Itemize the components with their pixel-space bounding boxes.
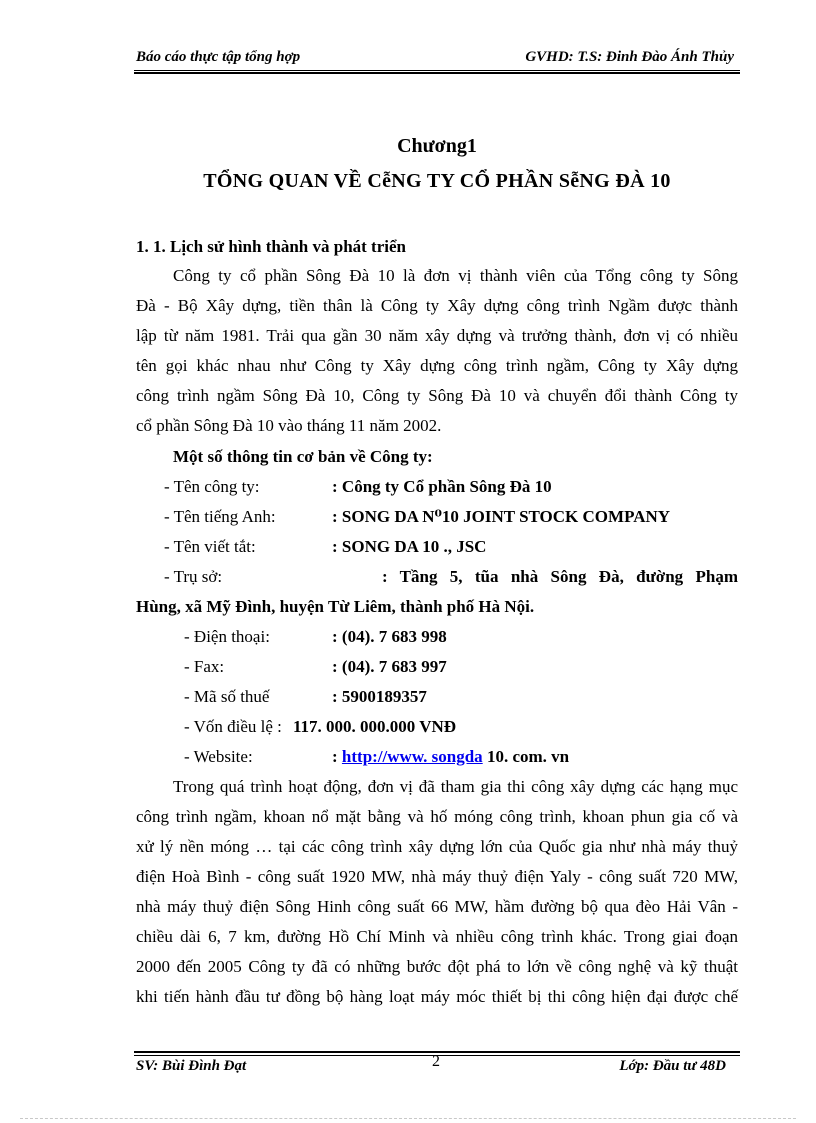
paragraph1-line: lập từ năm 1981. Trải qua gần 30 năm xây dựng và trưởng thành, đơn vị có nhiều	[136, 326, 738, 345]
page-header	[136, 49, 736, 69]
header-supervisor: GVHD: T.S: Đinh Đào Ánh Thủy	[525, 49, 734, 65]
info-company-label: - Tên công ty:	[164, 477, 260, 496]
info-phone-value: : (04). 7 683 998	[332, 627, 447, 646]
paragraph2-line: Trong quá trình hoạt động, đơn vị đã tham gia thi công xây dựng các hạng mục	[173, 777, 738, 796]
info-hq-value-line1: : Tầng 5, tũa nhà Sông Đà, đường Phạm	[382, 567, 738, 586]
info-capital-value: 117. 000. 000.000 VNĐ	[293, 717, 457, 736]
info-capital-label: - Vốn điều lệ :	[184, 717, 282, 736]
paragraph2-line: công trình ngầm, khoan nổ mặt bằng và hố móng công trình, khoan phun gia cố và	[136, 807, 738, 826]
info-hq-label: - Trụ sở:	[164, 567, 223, 586]
paragraph1-line: Công ty cổ phần Sông Đà 10 là đơn vị thành viên của Tổng công ty Sông	[173, 266, 738, 285]
page-footer	[136, 1058, 736, 1078]
paragraph2-line: nhà máy thuỷ điện Sông Hinh công suất 66 MW, hầm đường bộ qua đèo Hải Vân -	[136, 897, 738, 916]
info-fax-value: : (04). 7 683 997	[332, 657, 447, 676]
website-link[interactable]: http://www. songda	[341, 747, 483, 766]
header-rule-thin	[134, 70, 740, 71]
info-website-rest: 10. com. vn	[482, 747, 570, 766]
paragraph2-line: chiều dài 6, 7 km, đường Hồ Chí Minh và nhiều công trình khác. Trong giai đoạn	[136, 927, 738, 946]
paragraph2-line: khi tiến hành đầu tư đồng bộ hàng loạt máy móc thiết bị thi công hiện đại được chế	[136, 987, 738, 1006]
section-heading: 1. 1. Lịch sử hình thành và phát triển	[136, 237, 406, 256]
page-number: 2	[432, 1053, 440, 1070]
info-website-colon: :	[332, 747, 342, 766]
paragraph1-line: công trình ngầm Sông Đà 10, Công ty Sông Đà 10 và chuyển đổi thành Công ty	[136, 386, 738, 405]
info-website-label: - Website:	[184, 747, 253, 766]
info-company-value: : Công ty Cổ phần Sông Đà 10	[332, 477, 552, 496]
info-english-value: : SONG DA N⁰10 JOINT STOCK COMPANY	[332, 507, 671, 526]
info-short-value: : SONG DA 10 ., JSC	[332, 537, 487, 556]
paragraph2-line: 2000 đến 2005 Công ty đã có những bước đột phá to lớn về công nghệ và kỹ thuật	[136, 957, 738, 976]
paragraph2-line: xử lý nền móng … tại các công trình xây dựng lớn của Quốc gia như nhà máy thuỷ	[136, 837, 738, 856]
info-phone-label: - Điện thoại:	[184, 627, 270, 646]
footer-class: Lớp: Đầu tư 48D	[619, 1058, 726, 1074]
info-fax-label: - Fax:	[184, 657, 225, 676]
info-short-label: - Tên viết tắt:	[164, 537, 256, 556]
paragraph1-line: cổ phần Sông Đà 10 vào tháng 11 năm 2002.	[136, 416, 442, 435]
page-edge-divider	[20, 1118, 796, 1119]
header-report-title: Báo cáo thực tập tổng hợp	[136, 49, 301, 65]
footer-student: SV: Bùi Đình Đạt	[136, 1058, 247, 1074]
paragraph1-line: tên gọi khác nhau như Công ty Xây dựng công trình ngầm, Công ty Xây dựng	[136, 356, 738, 375]
header-rule-thick	[134, 72, 740, 74]
info-tax-label: - Mã số thuế	[184, 687, 270, 706]
chapter-title: TỔNG QUAN VỀ CễNG TY CỔ PHẦN SễNG ĐÀ 10	[203, 170, 671, 192]
paragraph2-line: điện Hoà Bình - công suất 1920 MW, nhà máy thuỷ điện Yaly - công suất 720 MW,	[136, 867, 738, 886]
paragraph1-line: Đà - Bộ Xây dựng, tiền thân là Công ty Xây dựng công trình Ngầm được thành	[136, 296, 738, 315]
chapter-label: Chương1	[397, 135, 477, 157]
info-hq-value-line2: Hùng, xã Mỹ Đình, huyện Từ Liêm, thành phố Hà Nội.	[136, 597, 535, 616]
info-heading: Một số thông tin cơ bản về Công ty:	[173, 447, 433, 466]
info-tax-value: : 5900189357	[332, 687, 427, 706]
info-english-label: - Tên tiếng Anh:	[164, 507, 276, 526]
info-website-value	[332, 746, 569, 768]
